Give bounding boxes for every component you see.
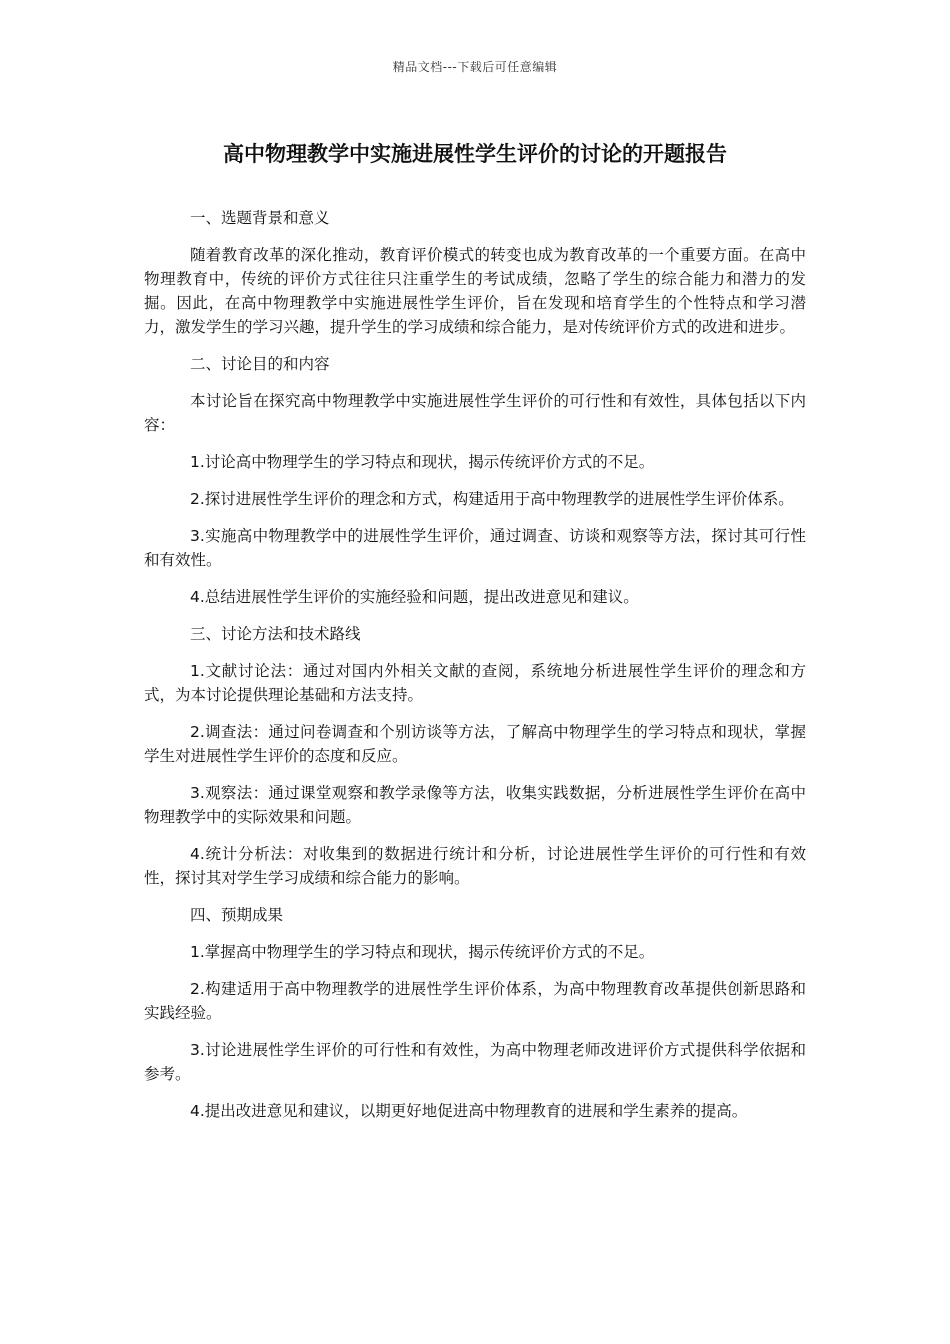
section-4-item-4: 4.提出改进意见和建议，以期更好地促进高中物理教育的进展和学生素养的提高。: [190, 1102, 748, 1120]
document-title: 高中物理教学中实施进展性学生评价的讨论的开题报告: [223, 142, 727, 166]
section-1-paragraph: 随着教育改革的深化推动，教育评价模式的转变也成为教育改革的一个重要方面。在高中物理教育中，传统的评价方式往往只注重学生的考试成绩，忽略了学生的综合能力和潜力的发掘。因此，在高中物理教学中实施进展性学生评价，旨在发现和培育学生的个性特点和学习潜力，激发学生的学习兴趣，提升学生的学习成绩和综合能力，是对传统评价方式的改进和进步。: [144, 246, 806, 336]
section-2-item-1: 1.讨论高中物理学生的学习特点和现状，揭示传统评价方式的不足。: [190, 453, 655, 471]
section-3-heading: 三、讨论方法和技术路线: [190, 625, 361, 643]
section-3-item-4: 4.统计分析法：对收集到的数据进行统计和分析，讨论进展性学生评价的可行性和有效性，探讨其对学生学习成绩和综合能力的影响。: [144, 845, 806, 887]
section-4-item-2: 2.构建适用于高中物理教学的进展性学生评价体系，为高中物理教育改革提供创新思路和实践经验。: [144, 980, 806, 1022]
section-2-intro: 本讨论旨在探究高中物理教学中实施进展性学生评价的可行性和有效性，具体包括以下内容：: [144, 392, 806, 434]
section-2-heading: 二、讨论目的和内容: [190, 355, 330, 373]
section-3-item-3: 3.观察法：通过课堂观察和教学录像等方法，收集实践数据，分析进展性学生评价在高中物理教学中的实际效果和问题。: [144, 784, 806, 826]
section-3-item-2: 2.调查法：通过问卷调查和个别访谈等方法，了解高中物理学生的学习特点和现状，掌握学生对进展性学生评价的态度和反应。: [144, 723, 806, 765]
section-3-item-1: 1.文献讨论法：通过对国内外相关文献的查阅，系统地分析进展性学生评价的理念和方式，为本讨论提供理论基础和方法支持。: [144, 662, 806, 704]
document-body: [144, 206, 806, 1136]
section-2-item-3: 3.实施高中物理教学中的进展性学生评价，通过调查、访谈和观察等方法，探讨其可行性和有效性。: [144, 527, 806, 569]
section-4-heading: 四、预期成果: [190, 906, 284, 924]
section-2-item-2: 2.探讨进展性学生评价的理念和方式，构建适用于高中物理教学的进展性学生评价体系。: [190, 490, 794, 508]
header-note: 精品文档---下载后可任意编辑: [392, 60, 558, 74]
section-4-item-1: 1.掌握高中物理学生的学习特点和现状，揭示传统评价方式的不足。: [190, 943, 655, 961]
section-2-item-4: 4.总结进展性学生评价的实施经验和问题，提出改进意见和建议。: [190, 588, 639, 606]
section-4-item-3: 3.讨论进展性学生评价的可行性和有效性，为高中物理老师改进评价方式提供科学依据和参考。: [144, 1041, 806, 1083]
section-1-heading: 一、选题背景和意义: [190, 209, 330, 227]
